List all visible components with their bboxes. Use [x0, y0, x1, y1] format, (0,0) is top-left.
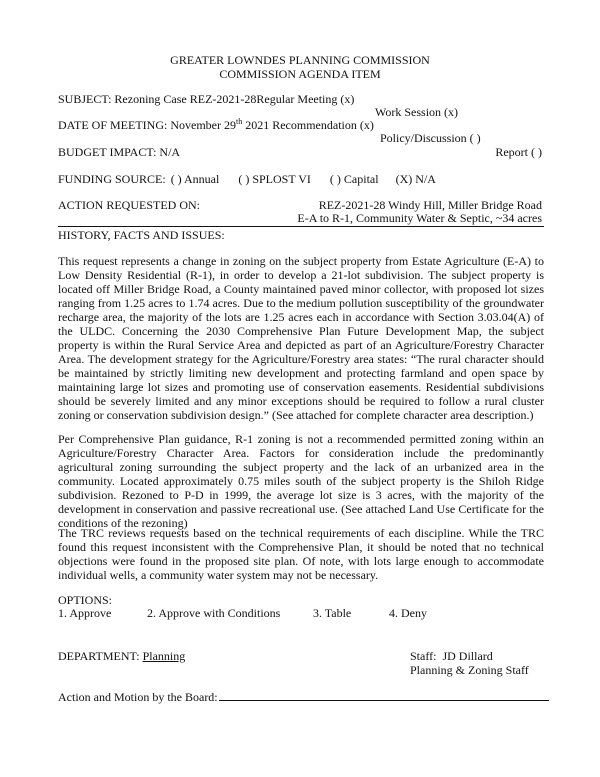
history-heading: HISTORY, FACTS AND ISSUES: [58, 228, 225, 242]
meeting-date-label: DATE OF MEETING: [58, 118, 168, 132]
subject-line [58, 92, 354, 106]
option-deny: 4. Deny [389, 606, 427, 620]
staff-title: Planning & Zoning Staff [410, 663, 529, 677]
action-requested-line1: REZ-2021-28 Windy Hill, Miller Bridge Road [318, 198, 542, 212]
department-label: DEPARTMENT: [58, 649, 140, 663]
report-flag: Report ( ) [495, 145, 542, 159]
work-session-flag: Work Session (x) [375, 105, 459, 119]
action-requested-line2: E-A to R-1, Community Water & Septic, ~34 acres [297, 211, 542, 225]
history-paragraph-1: This request represents a change in zoning on the subject property from Estate Agriculture (E-A) to Low Density Residential (R-1), in order to develop a 21-lot subdivision. The subject property is located off Miller Bridge Road, a County maintained paved minor collector, with proposed lot sizes ranging from 1.25 acres to 1.74 acres. Due to the medium pollution susceptibility of the groundwater recharge area, the majority of the lots are 1.25 acres each in accordance with Section 3.03.04(A) of the ULDC. Concerning the 2030 Comprehensive Plan Future Development Map, the subject property is within the Rural Service Area and depicted as part of an Agriculture/Forestry Character Area. The development strategy for the Agriculture/Forestry area states: “The rural character should be maintained by strictly limiting new development and protecting farmland and open space by maintaining large lot sizes and promoting use of conservation easements. Residential subdivisions should be severely limited and any minor exceptions should be required to follow a rural cluster zoning or conservation subdivision design.” (See attached for complete character area description.) [58, 254, 544, 422]
subject-value: Rezoning Case REZ-2021-28 [114, 92, 257, 106]
staff-name: JD Dillard [442, 649, 493, 663]
section-divider [58, 226, 544, 227]
policy-discussion-flag: Policy/Discussion ( ) [380, 131, 481, 145]
funding-option-splost: ( ) SPLOST VI [238, 172, 311, 186]
doc-type-title: COMMISSION AGENDA ITEM [219, 67, 381, 81]
board-motion-blank [219, 689, 549, 701]
funding-source-label: FUNDING SOURCE: [58, 172, 166, 186]
budget-impact-value: N/A [159, 145, 181, 159]
staff-label: Staff: [410, 649, 437, 663]
funding-option-capital: ( ) Capital [329, 172, 379, 186]
option-approve-with-conditions: 2. Approve with Conditions [147, 606, 281, 620]
option-approve: 1. Approve [58, 606, 112, 620]
funding-option-annual: ( ) Annual [170, 172, 220, 186]
history-paragraph-2: Per Comprehensive Plan guidance, R-1 zoning is not a recommended permitted zoning within an Agriculture/Forestry Character Area. Factors for consideration include the predominantly agricultural zoning surrounding the subject property and the lack of an urbanized area in the community. Located approximately 0.75 miles south of the subject property is the Shiloh Ridge subdivision. Rezoned to P-D in 1999, the average lot size is 3 acres, with the majority of the development in conservation and passive recreational use. (See attached Land Use Certificate for the conditions of the rezoning) [58, 432, 544, 530]
budget-impact-label: BUDGET IMPACT: [58, 145, 157, 159]
funding-option-na: (X) N/A [395, 172, 436, 186]
meeting-date-value: November 29th 2021 [170, 117, 270, 132]
budget-impact-line [58, 145, 180, 159]
board-motion-label: Action and Motion by the Board: [58, 690, 218, 704]
recommendation-flag: Recommendation (x) [272, 118, 374, 132]
options-heading: OPTIONS: [58, 593, 113, 607]
board-motion-line [58, 689, 549, 704]
history-paragraph-3: The TRC reviews requests based on the technical requirements of each discipline. While the TRC found this request inconsistent with the Comprehensive Plan, it should be noted that no technical objections were found in the proposed site plan. Of note, with lots large enough to accommodate individual wells, a community water system may not be necessary. [58, 526, 544, 582]
action-requested-label: ACTION REQUESTED ON: [58, 198, 200, 212]
org-title: GREATER LOWNDES PLANNING COMMISSION [170, 53, 430, 67]
meeting-date-line [58, 118, 374, 132]
staff-line [410, 649, 493, 663]
subject-label: SUBJECT: [58, 92, 112, 106]
department-line [58, 649, 185, 663]
regular-meeting-flag: Regular Meeting (x) [256, 92, 355, 106]
department-value: Planning [142, 649, 186, 663]
option-table: 3. Table [313, 606, 352, 620]
funding-source-line [58, 172, 436, 186]
